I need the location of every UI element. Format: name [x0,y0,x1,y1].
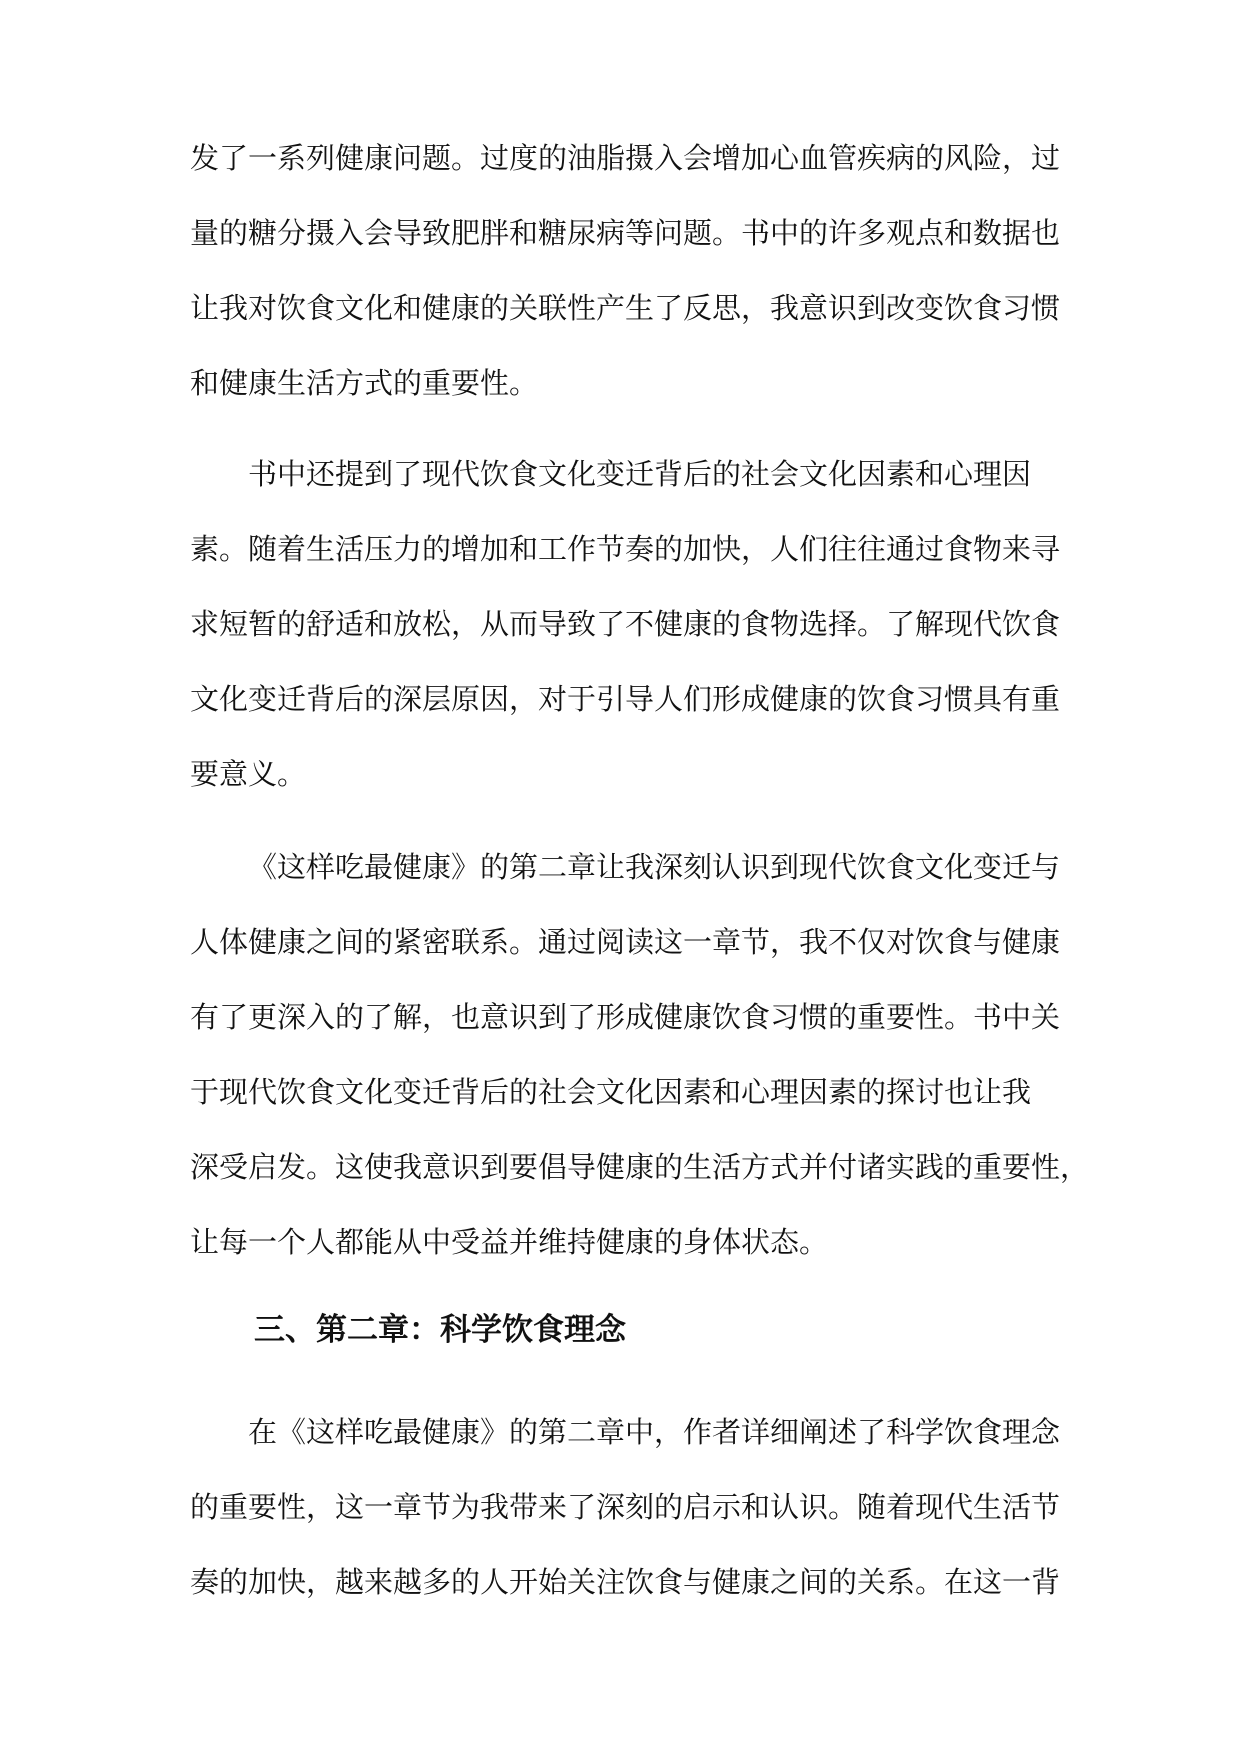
text-line: 让我对饮食文化和健康的关联性产生了反思，我意识到改变饮食习惯 [190,291,1061,325]
text-line: 要意义。 [190,757,307,791]
text-line: 在《这样吃最健康》的第二章中，作者详细阐述了科学饮食理念 [248,1415,1061,1449]
text-line: 《这样吃最健康》的第二章让我深刻认识到现代饮食文化变迁与 [248,850,1061,884]
text-line: 书中还提到了现代饮食文化变迁背后的社会文化因素和心理因 [248,457,1032,491]
text-line: 发了一系列健康问题。过度的油脂摄入会增加心血管疾病的风险，过 [190,141,1061,175]
text-line: 量的糖分摄入会导致肥胖和糖尿病等问题。书中的许多观点和数据也 [190,216,1061,250]
text-line: 求短暂的舒适和放松，从而导致了不健康的食物选择。了解现代饮食 [190,607,1061,641]
text-line: 于现代饮食文化变迁背后的社会文化因素和心理因素的探讨也让我 [190,1075,1032,1109]
text-line: 让每一个人都能从中受益并维持健康的身体状态。 [190,1225,829,1259]
section-heading: 三、第二章：科学饮食理念 [254,1312,626,1348]
paragraph-scientific-diet [190,1395,1061,1620]
text-line: 人体健康之间的紧密联系。通过阅读这一章节，我不仅对饮食与健康 [190,925,1061,959]
paragraph-chapter-summary [190,830,1090,1280]
text-line: 深受启发。这使我意识到要倡导健康的生活方式并付诸实践的重要性， [190,1150,1090,1184]
text-line: 有了更深入的了解，也意识到了形成健康饮食习惯的重要性。书中关 [190,1000,1061,1034]
paragraph-social-factors [190,437,1061,812]
paragraph-health-issues [190,121,1061,421]
text-line: 素。随着生活压力的增加和工作节奏的加快，人们往往通过食物来寻 [190,532,1061,566]
text-line: 奏的加快，越来越多的人开始关注饮食与健康之间的关系。在这一背 [190,1565,1061,1599]
text-line: 和健康生活方式的重要性。 [190,366,539,400]
text-line: 文化变迁背后的深层原因，对于引导人们形成健康的饮食习惯具有重 [190,682,1061,716]
text-line: 的重要性，这一章节为我带来了深刻的启示和认识。随着现代生活节 [190,1490,1061,1524]
